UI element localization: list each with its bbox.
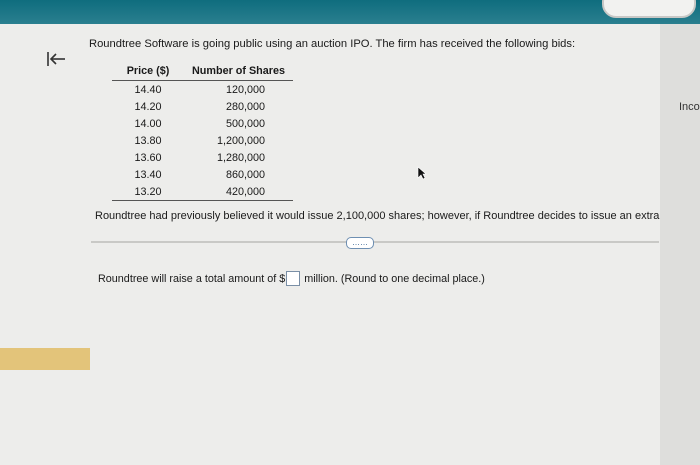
answer-prefix: Roundtree will raise a total amount of $ xyxy=(98,272,286,285)
shares-column-header: Number of Shares xyxy=(184,62,293,81)
table-row xyxy=(112,149,293,166)
price-cell: 14.20 xyxy=(134,100,162,113)
price-cell: 14.40 xyxy=(134,83,162,96)
table-row xyxy=(112,115,293,132)
price-cell: 13.40 xyxy=(134,168,162,181)
mouse-pointer-icon xyxy=(417,166,427,180)
answer-line xyxy=(98,271,485,286)
right-side-strip xyxy=(660,24,700,465)
shares-cell: 280,000 xyxy=(225,100,265,113)
shares-cell: 420,000 xyxy=(184,183,293,201)
shares-cell: 1,280,000 xyxy=(216,151,265,164)
shares-cell: 860,000 xyxy=(225,168,265,181)
table-header-row xyxy=(112,62,293,81)
price-cell: 14.00 xyxy=(134,117,162,130)
price-cell: 13.20 xyxy=(112,183,184,201)
question-panel xyxy=(0,24,660,465)
first-page-arrow-icon[interactable] xyxy=(45,48,67,70)
price-cell: 13.60 xyxy=(134,151,162,164)
price-cell: 13.80 xyxy=(134,134,162,147)
side-tab-label[interactable]: Inco xyxy=(679,101,700,113)
table-row xyxy=(112,81,293,99)
shares-cell: 120,000 xyxy=(225,83,265,96)
price-column-header: Price ($) xyxy=(112,62,184,81)
expand-question-button[interactable]: …… xyxy=(346,237,374,249)
top-bar xyxy=(0,0,700,24)
question-prompt: Roundtree Software is going public using an auction IPO. The firm has received the following bids: xyxy=(89,38,576,50)
left-highlight-bar xyxy=(0,348,90,370)
bids-table xyxy=(112,62,293,201)
section-divider xyxy=(91,241,659,243)
shares-cell: 500,000 xyxy=(225,117,265,130)
top-right-button[interactable] xyxy=(602,0,696,18)
table-row xyxy=(112,166,293,183)
table-row xyxy=(112,98,293,115)
answer-suffix: million. (Round to one decimal place.) xyxy=(304,272,485,285)
table-row xyxy=(112,132,293,149)
table-row xyxy=(112,183,293,201)
question-followup: Roundtree had previously believed it would issue 2,100,000 shares; however, if Roundtree decides to issue an extra xyxy=(95,210,660,222)
shares-cell: 1,200,000 xyxy=(216,134,265,147)
amount-input[interactable] xyxy=(286,271,300,286)
